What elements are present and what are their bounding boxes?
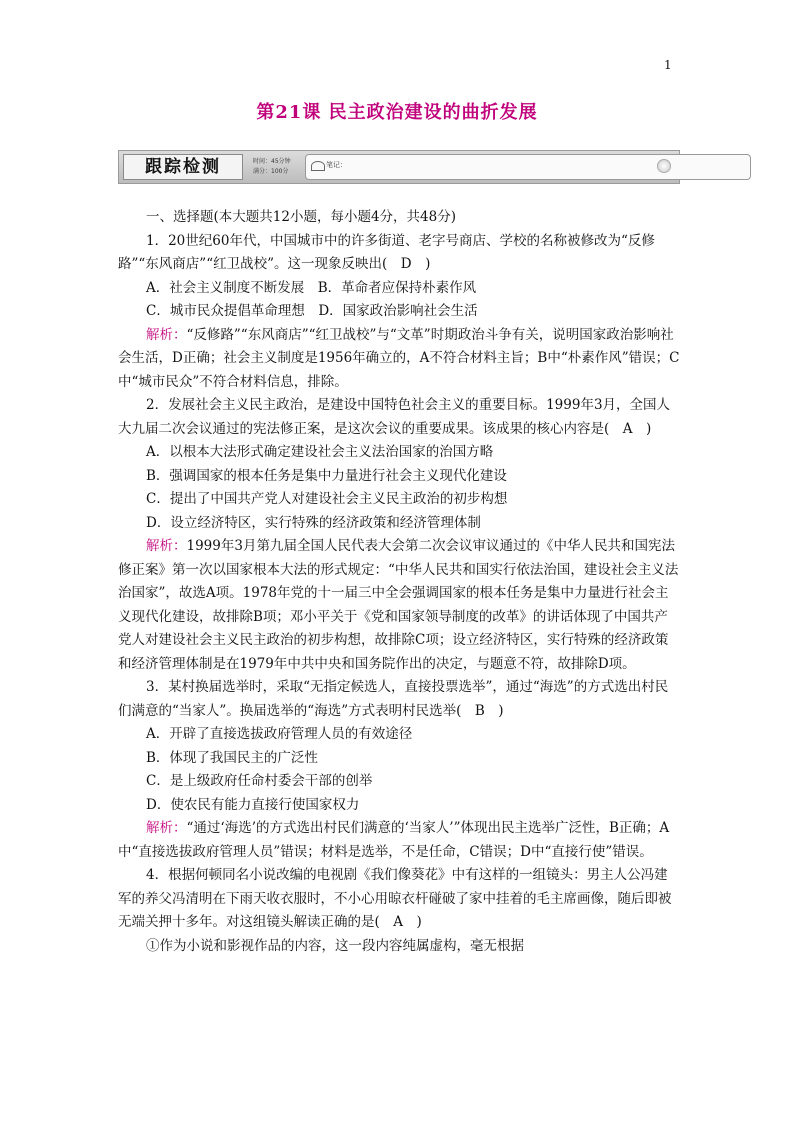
question-stem: 4．根据何顿同名小说改编的电视剧《我们像葵花》中有这样的一组镜头：男主人公冯建军的养父冯清明在下雨天收衣服时，不小心用晾衣杆碰破了家中挂着的毛主席画像，随后即被无端关押十多年。对这组镜头解读正确的是( A ) bbox=[118, 867, 672, 930]
explain-label: 解析： bbox=[146, 326, 187, 343]
tracking-test-banner bbox=[118, 150, 680, 184]
notes-field[interactable] bbox=[305, 154, 751, 180]
question-option: B．体现了我国民主的广泛性 bbox=[146, 749, 318, 766]
page-number: 1 bbox=[664, 58, 672, 72]
notes-label: 笔记： bbox=[326, 161, 347, 169]
question-option: A．开辟了直接选拔政府管理人员的有效途径 bbox=[146, 726, 413, 742]
question-option: ①作为小说和影视作品的内容，这一段内容纯属虚构，毫无根据 bbox=[146, 937, 524, 954]
time-limit: 时间：45分钟 bbox=[253, 158, 291, 165]
question-option: B．强调国家的根本任务是集中力量进行社会主义现代化建设 bbox=[146, 467, 507, 484]
question-stem: 2．发展社会主义民主政治，是建设中国特色社会主义的重要目标。1999年3月，全国人大九届二次会议通过的宪法修正案，是这次会议的重要成果。该成果的核心内容是( A ) bbox=[118, 397, 671, 437]
explain-label: 解析： bbox=[146, 538, 187, 554]
explain-label: 解析： bbox=[146, 820, 187, 836]
question-option: C．是上级政府任命村委会干部的创举 bbox=[146, 773, 373, 789]
question-option: D．设立经济特区，实行特殊的经济政策和经济管理体制 bbox=[146, 514, 481, 531]
knob-icon bbox=[657, 159, 671, 173]
question-option: A．社会主义制度不断发展 B．革命者应保持朴素作风 bbox=[146, 279, 477, 296]
question-stem: 1．20世纪60年代，中国城市中的许多街道、老字号商店、学校的名称被修改为“反修路”“东风商店”“红卫战校”。这一现象反映出( D ) bbox=[118, 232, 655, 272]
question-content bbox=[118, 206, 680, 958]
question-option: C．城市民众提倡革命理想 D．国家政治影响社会生活 bbox=[146, 303, 478, 319]
explanation bbox=[118, 324, 680, 395]
full-score: 满分：100分 bbox=[253, 168, 289, 175]
explanation-text: 1999年3月第九届全国人民代表大会第二次会议审议通过的《中华人民共和国宪法修正案》第一次以国家根本大法的形式规定：“中华人民共和国实行依法治国，建设社会主义法治国家”，故选A项。1978年党的十一届三中全会强调国家的根本任务是集中力量进行社会主义现代化建设，故排除B项；邓小平关于《党和国家领导制度的改革》的讲话体现了中国共产党人对建设社会主义民主政治的初步构想，故排除C项；设立经济特区，实行特殊的经济政策和经济管理体制是在1979年中共中央和国务院作出的决定，与题意不符，故排除D项。 bbox=[118, 538, 679, 672]
explanation-text: “反修路”“东风商店”“红卫战校”与“文革”时期政治斗争有关，说明国家政治影响社会生活，D正确；社会主义制度是1956年确立的，A不符合材料主旨；B中“朴素作风”错误；C中“城市民众”不符合材料信息，排除。 bbox=[118, 326, 680, 390]
explanation-text: “通过‘海选’的方式选出村民们满意的‘当家人’”体现出民主选举广泛性，B正确；A中“直接选拔政府管理人员”错误；材料是选举，不是任命，C错误；D中“直接行使”错误。 bbox=[118, 820, 670, 860]
explanation bbox=[118, 535, 680, 676]
question-stem: 3．某村换届选举时，采取“无指定候选人，直接投票选举”，通过“海选”的方式选出村民们满意的“当家人”。换届选举的“海选”方式表明村民选举( B ) bbox=[118, 679, 669, 719]
question-option: C．提出了中国共产党人对建设社会主义民主政治的初步构想 bbox=[146, 491, 508, 507]
banner-label: 跟踪检测 bbox=[123, 154, 243, 180]
explanation bbox=[118, 817, 680, 864]
cloud-icon bbox=[311, 161, 325, 171]
banner-meta bbox=[253, 157, 291, 177]
question-option: A．以根本大法形式确定建设社会主义法治国家的治国方略 bbox=[146, 444, 494, 460]
section-heading: 一、选择题(本大题共12小题，每小题4分，共48分) bbox=[146, 209, 456, 225]
question-option: D．使农民有能力直接行使国家权力 bbox=[146, 796, 360, 813]
lesson-title: 第21课 民主政治建设的曲折发展 bbox=[256, 102, 538, 123]
